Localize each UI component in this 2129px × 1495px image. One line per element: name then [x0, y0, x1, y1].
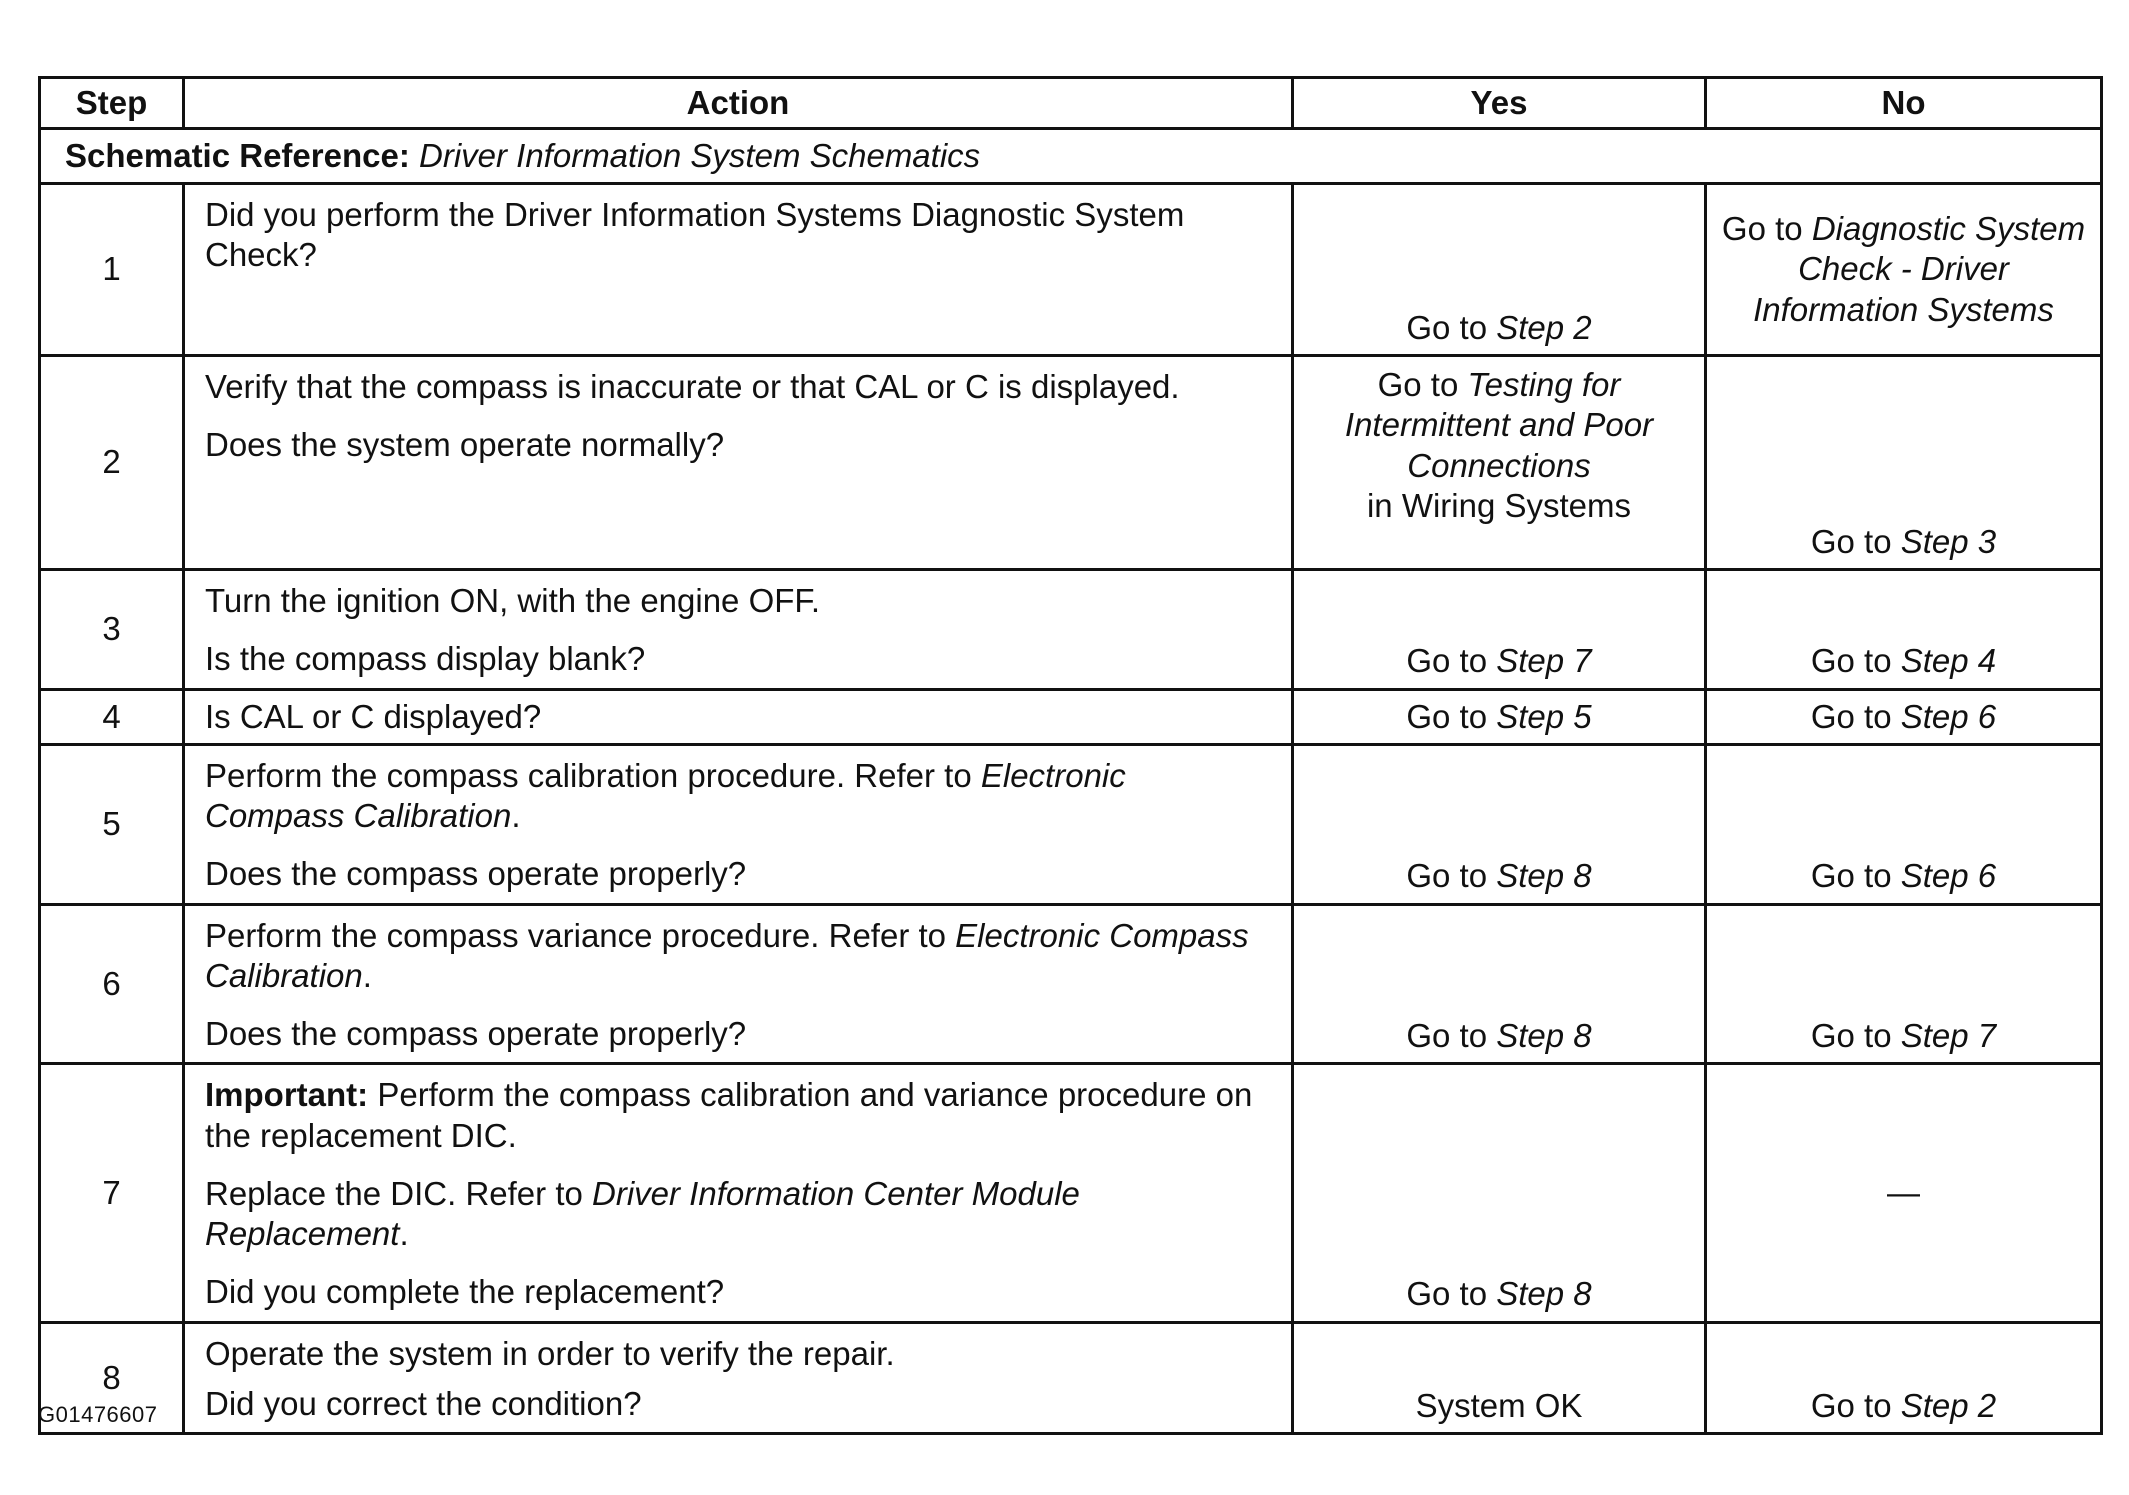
yes-prefix: Go to [1406, 642, 1497, 680]
action-question: Is the compass display blank? [205, 640, 646, 678]
header-action: Action [184, 78, 1293, 129]
step-number: 4 [40, 689, 184, 744]
action-cell [184, 744, 1293, 904]
no-dash: — [1887, 1173, 1920, 1211]
yes-prefix: Go to [1406, 697, 1497, 735]
schematic-link: Driver Information System Schematics [419, 136, 981, 174]
action-question: Is CAL or C displayed? [205, 697, 542, 735]
yes-ref: Step 7 [1496, 642, 1592, 680]
step-number: 1 [40, 184, 184, 356]
yes-prefix: Go to [1406, 1017, 1497, 1054]
action-question: Did you complete the replacement? [205, 1273, 725, 1311]
action-instruction: Perform the compass calibration procedure. Refer to [205, 756, 981, 794]
yes-cell [1293, 356, 1706, 570]
yes-cell [1293, 184, 1706, 356]
action-ref: Driver Information Center Module Replacement [205, 1174, 1080, 1252]
header-row [40, 78, 2102, 129]
action-text: Turn the ignition ON, with the engine OFF. [205, 582, 821, 619]
step-number: 7 [40, 1064, 184, 1322]
action-ref: Electronic Compass Calibration [205, 916, 1249, 994]
no-ref: Step 4 [1900, 642, 1997, 680]
yes-ref: Step 8 [1496, 1275, 1592, 1313]
yes-ref: Step 8 [1496, 857, 1592, 895]
yes-cell [1293, 744, 1706, 904]
no-prefix: Go to [1721, 210, 1812, 248]
no-prefix: Go to [1810, 522, 1901, 560]
action-question: Does the compass operate properly? [205, 855, 747, 893]
step-number: 8 [40, 1322, 184, 1434]
action-cell [184, 904, 1293, 1064]
action-ref: Electronic Compass Calibration [205, 756, 1126, 834]
yes-cell [1293, 904, 1706, 1064]
action-cell [184, 689, 1293, 744]
action-text: Replace the DIC. Refer to Driver Information Center Module Replacement. [205, 1174, 1080, 1252]
yes-prefix: Go to [1406, 857, 1497, 895]
action-cell [184, 570, 1293, 690]
action-instruction: Perform the compass variance procedure. Refer to [205, 916, 956, 954]
no-cell [1706, 904, 2102, 1064]
no-prefix: Go to [1810, 697, 1901, 735]
yes-cell [1293, 689, 1706, 744]
yes-prefix: Go to [1406, 308, 1497, 346]
table-row [40, 570, 2102, 690]
table-row [40, 184, 2102, 356]
no-cell [1706, 1322, 2102, 1434]
table-row [40, 689, 2102, 744]
action-instruction: Replace the DIC. Refer to [205, 1174, 593, 1212]
yes-prefix: Go to [1406, 1275, 1497, 1313]
no-cell [1706, 744, 2102, 904]
no-prefix: Go to [1810, 1386, 1901, 1424]
action-question: Did you correct the condition? [205, 1384, 642, 1422]
header-no: No [1706, 78, 2102, 129]
no-cell [1706, 570, 2102, 690]
no-ref: Step 6 [1900, 697, 1997, 735]
no-ref: Step 6 [1900, 857, 1997, 895]
action-text: Did you perform the Driver Information Systems Diagnostic System Check? [205, 196, 1185, 274]
action-text: Verify that the compass is inaccurate or that CAL or C is displayed. [205, 368, 1180, 405]
no-prefix: Go to [1810, 857, 1901, 895]
action-text: Operate the system in order to verify the repair. [205, 1334, 895, 1372]
table-row [40, 1322, 2102, 1434]
yes-ref: Step 5 [1496, 697, 1592, 735]
table-row [40, 356, 2102, 570]
action-cell [184, 1064, 1293, 1322]
step-number: 5 [40, 744, 184, 904]
no-cell [1706, 1064, 2102, 1322]
step-number: 3 [40, 570, 184, 690]
step-number: 2 [40, 356, 184, 570]
action-cell [184, 184, 1293, 356]
schematic-reference [40, 129, 2102, 184]
yes-text: System OK [1415, 1386, 1583, 1424]
header-yes: Yes [1293, 78, 1706, 129]
no-cell [1706, 356, 2102, 570]
no-ref: Step 7 [1900, 1017, 1997, 1054]
yes-cell [1293, 570, 1706, 690]
yes-cell [1293, 1064, 1706, 1322]
action-question: Does the compass operate properly? [205, 1015, 747, 1052]
table-row [40, 744, 2102, 904]
header-step: Step [40, 78, 184, 129]
no-ref: Step 2 [1900, 1386, 1997, 1424]
action-question: Does the system operate normally? [205, 426, 725, 464]
figure-id: G01476607 [38, 1402, 158, 1427]
yes-cell [1293, 1322, 1706, 1434]
action-cell [184, 356, 1293, 570]
action-cell [184, 1322, 1293, 1434]
important-label: Important: [205, 1076, 369, 1114]
no-prefix: Go to [1810, 642, 1901, 680]
action-text: Perform the compass variance procedure. Refer to Electronic Compass Calibration. [205, 916, 1249, 994]
yes-prefix: Go to [1377, 366, 1468, 403]
table-row [40, 1064, 2102, 1322]
no-prefix: Go to [1810, 1017, 1901, 1054]
no-ref: Diagnostic System Check - Driver Information Systems [1753, 210, 2086, 328]
action-text: Perform the compass calibration procedure. Refer to Electronic Compass Calibration. [205, 756, 1126, 834]
important-note [205, 1075, 1269, 1156]
step-number: 6 [40, 904, 184, 1064]
no-cell [1706, 184, 2102, 356]
yes-ref: Step 2 [1496, 308, 1592, 346]
yes-ref: Testing for Intermittent and Poor Connections [1344, 366, 1654, 484]
schematic-label: Schematic Reference: [65, 136, 410, 174]
schematic-reference-row [40, 129, 2102, 184]
diagnostic-table [38, 76, 2103, 1435]
table-row [40, 904, 2102, 1064]
yes-ref: Step 8 [1496, 1017, 1592, 1054]
no-cell [1706, 689, 2102, 744]
no-ref: Step 3 [1900, 522, 1997, 560]
important-text: Perform the compass calibration and variance procedure on the replacement DIC. [205, 1076, 1253, 1154]
yes-suffix: in Wiring Systems [1366, 486, 1632, 524]
